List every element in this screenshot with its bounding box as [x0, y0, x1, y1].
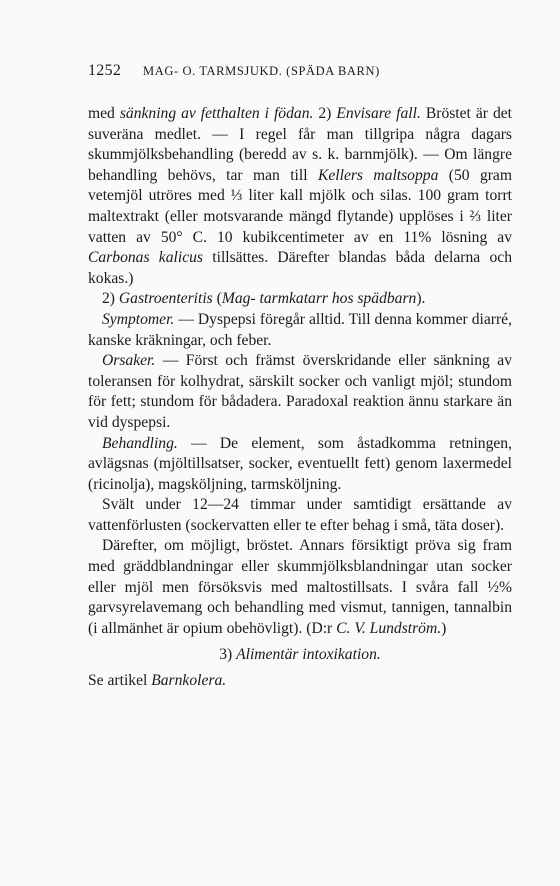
running-title: MAG- O. TARMSJUKD. (SPÄDA BARN)	[143, 64, 380, 78]
page-number: 1252	[88, 62, 122, 79]
paragraph-treatment: Behandling. — De element, som åstadkomma retningen, avlägsnas (mjöltillsatser, socker, eventuellt fett) genom laxermedel (ricinolja), magsköljning, tarmsköljning.	[88, 434, 512, 493]
paragraph-followup: Därefter, om möjligt, bröstet. Annars försiktigt pröva sig fram med gräddblandningar eller skummjölksblandningar utan socker eller mjöl men försöksvis med maltostillsats. I svåra fall ½% garvsyrelavemang och behandling med vismut, tannigen, tannalbin (i allmänhet är opium obehövligt). (D:r C. V. Lundström.)	[88, 537, 512, 637]
paragraph-symptoms: Symptomer. — Dyspepsi föregår alltid. Till denna kommer diarré, kanske kräkningar, och feber.	[88, 310, 512, 349]
paragraph-continuation: med sänkning av fetthalten i födan. 2) Envisare fall. Bröstet är det suveräna medlet. — I regel får man tillgripa några dagars skummjölksbehandling (beredd av s. k. barnmjölk). — Om längre behandling behövs, tar man till Kellers maltsoppa (50 gram vetemjöl utröres med ⅓ liter kall mjölk och silas. 100 gram torrt maltextrakt (eller motsvarande mängd flytande) upplöses i ⅔ liter vatten av 50° C. 10 kubikcentimeter av en 11% lösning av Carbonas kalicus tillsättes. Därefter blandas båda delarna och kokas.)	[88, 105, 513, 287]
paragraph-starvation: Svält under 12—24 timmar under samtidigt ersättande av vattenförlusten (sockervatten eller te efter behag i små, täta doser).	[88, 496, 512, 534]
paragraph-causes: Orsaker. — Först och främst överskridande eller sänkning av toleransen för kolhydrat, särskilt socker och vanligt mjöl; stundom för fett; stundom för bådadera. Paradoxal reaktion ännu starkare än vid dyspepsi.	[88, 352, 512, 431]
running-header	[88, 62, 528, 80]
see-also-line: Se artikel Barnkolera.	[88, 672, 227, 690]
page-body	[88, 104, 512, 692]
section-heading-gastroenteritis: 2) Gastroenteritis (Mag- tarmkatarr hos spädbarn).	[102, 290, 426, 308]
section-heading-intoxication: 3) Alimentär intoxikation.	[219, 646, 381, 664]
